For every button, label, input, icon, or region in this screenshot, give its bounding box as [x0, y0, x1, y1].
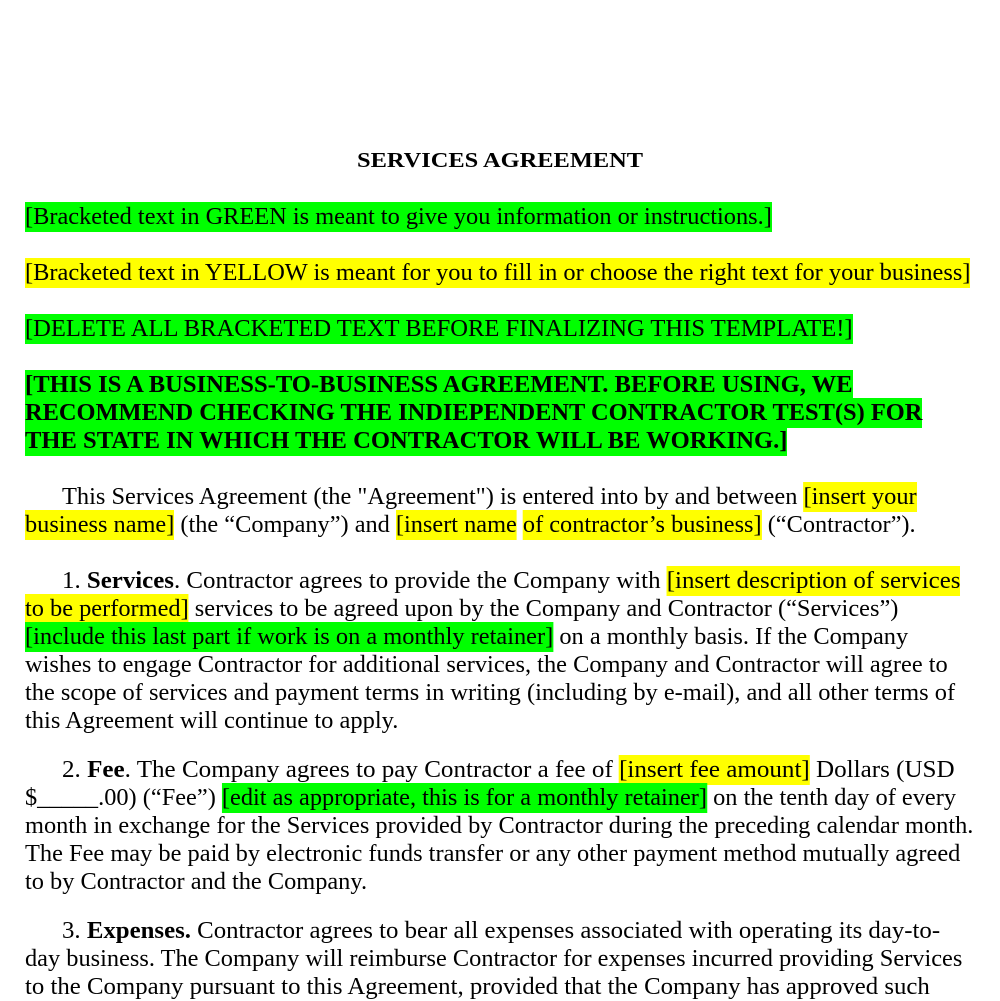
instruction-yellow	[25, 259, 970, 287]
text-run: Contractor agrees to bear all expenses associated with operating its day-to-	[190, 918, 941, 944]
fill-in-placeholder: [insert fee amount]	[619, 757, 810, 783]
section-services-line	[25, 651, 948, 679]
section-fee-line	[25, 812, 973, 840]
instruction-highlight: [DELETE ALL BRACKETED TEXT BEFORE FINALIZING THIS TEMPLATE!]	[25, 316, 853, 342]
text-run: . The Company agrees to pay Contractor a fee of	[124, 757, 620, 783]
text-run: to the Company pursuant to this Agreement, provided that the Company has approved such	[25, 974, 930, 1000]
b2b-warning-line	[25, 371, 853, 399]
document-title	[357, 146, 643, 174]
text-run: (“Contractor”).	[761, 512, 916, 538]
text-run: 3.	[62, 918, 87, 944]
text-run: 1.	[62, 568, 87, 594]
instruction-highlight: RECOMMEND CHECKING THE INDIEPENDENT CONTRACTOR TEST(S) FOR	[25, 400, 923, 426]
section-fee-line	[25, 784, 956, 812]
section-heading: Fee	[87, 757, 125, 783]
intro-paragraph-line	[62, 483, 917, 511]
fill-in-placeholder: to be performed]	[25, 596, 189, 622]
section-fee-line	[25, 840, 960, 868]
text-run: month in exchange for the Services provided by Contractor during the preceding calendar month.	[25, 813, 974, 839]
fill-in-placeholder: of contractor’s business]	[522, 512, 762, 538]
section-fee-line	[62, 756, 955, 784]
section-services-line	[25, 707, 398, 735]
text-run: to by Contractor and the Company.	[25, 869, 368, 895]
text-run: day business. The Company will reimburse Contractor for expenses incurred providing Services	[25, 946, 963, 972]
instruction-delete	[25, 315, 853, 343]
text-run: Dollars (USD	[809, 757, 955, 783]
text-run: The Fee may be paid by electronic funds transfer or any other payment method mutually agreed	[25, 841, 961, 867]
instruction-highlight: [THIS IS A BUSINESS-TO-BUSINESS AGREEMENT. BEFORE USING, WE	[25, 372, 853, 398]
text-run: (the “Company”) and	[174, 512, 396, 538]
section-services-line	[25, 595, 898, 623]
section-services-line	[25, 679, 955, 707]
instruction-highlight: [edit as appropriate, this is for a monthly retainer]	[221, 785, 708, 811]
text-run: on the tenth day of every	[707, 785, 957, 811]
text-run: the scope of services and payment terms in writing (including by e-mail), and all other terms of	[25, 680, 956, 706]
text-run: this Agreement will continue to apply.	[25, 708, 399, 734]
section-services-line	[62, 567, 960, 595]
section-services-line	[25, 623, 908, 651]
instruction-green	[25, 203, 772, 231]
b2b-warning-line	[25, 427, 787, 455]
text-run: wishes to engage Contractor for additional services, the Company and Contractor will agree to	[25, 652, 948, 678]
fill-in-placeholder: [insert description of services	[666, 568, 961, 594]
instruction-highlight: [Bracketed text in GREEN is meant to give you information or instructions.]	[25, 204, 772, 230]
text-run: . Contractor agrees to provide the Company with	[173, 568, 667, 594]
b2b-warning-line	[25, 399, 922, 427]
fill-in-placeholder: [Bracketed text in YELLOW is meant for you to fill in or choose the right text for your business]	[25, 260, 971, 286]
text-run: 2.	[62, 757, 88, 783]
fill-in-placeholder: [insert name	[395, 512, 517, 538]
text-run: This Services Agreement (the "Agreement") is entered into by and between	[62, 484, 804, 510]
text-run: $_____.00) (“Fee”)	[25, 785, 222, 811]
instruction-highlight: [include this last part if work is on a monthly retainer]	[25, 624, 554, 650]
section-fee-line	[25, 868, 367, 896]
section-heading: Expenses.	[86, 918, 191, 944]
section-expenses-line	[25, 973, 930, 1001]
section-expenses-line	[62, 917, 940, 945]
fill-in-placeholder: [insert your	[803, 484, 917, 510]
intro-paragraph-line	[25, 511, 916, 539]
section-heading: Services	[86, 568, 174, 594]
text-run: on a monthly basis. If the Company	[553, 624, 909, 650]
instruction-highlight: THE STATE IN WHICH THE CONTRACTOR WILL BE WORKING.]	[25, 428, 788, 454]
section-expenses-line	[25, 945, 962, 973]
fill-in-placeholder: business name]	[25, 512, 175, 538]
text-run: services to be agreed upon by the Company and Contractor (“Services”)	[188, 596, 899, 622]
text-run: SERVICES AGREEMENT	[357, 148, 644, 172]
